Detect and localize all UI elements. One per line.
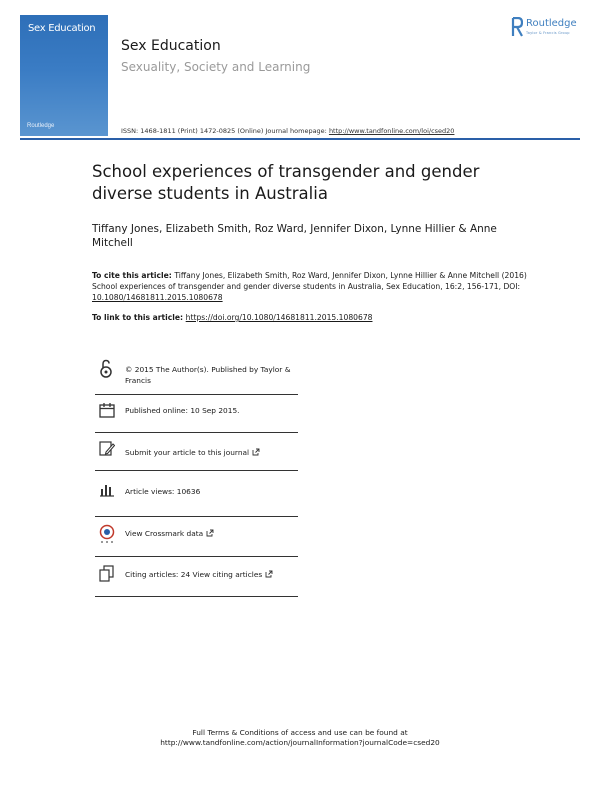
link-label: To link to this article: <box>92 313 186 322</box>
bar-chart-icon <box>99 483 115 497</box>
citing-articles-link[interactable] <box>125 569 300 580</box>
info-submit[interactable] <box>95 433 298 471</box>
pencil-icon <box>99 441 115 457</box>
routledge-logo-icon <box>511 17 523 37</box>
crossmark-icon <box>99 524 115 544</box>
submit-article-link[interactable] <box>125 447 300 458</box>
link-to-article <box>92 313 372 322</box>
info-published <box>95 395 298 433</box>
issn-text: ISSN: 1468-1811 (Print) 1472-0825 (Online) Journal homepage: <box>121 127 329 135</box>
footer-terms-link[interactable]: http://www.tandfonline.com/action/journalInformation?journalCode=csed20 <box>160 738 440 747</box>
footer-terms: Full Terms & Conditions of access and use can be found at <box>192 728 408 737</box>
cite-doi-link[interactable]: 10.1080/14681811.2015.1080678 <box>92 293 223 303</box>
journal-cover <box>20 15 108 136</box>
article-authors: Tiffany Jones, Elizabeth Smith, Roz Ward, Jennifer Dixon, Lynne Hillier & Anne Mitchell <box>92 223 497 249</box>
citing-text: Citing articles: 24 View citing articles <box>125 570 263 579</box>
header-rule <box>20 138 580 140</box>
journal-subtitle: Sexuality, Society and Learning <box>121 60 311 74</box>
calendar-icon <box>99 402 115 418</box>
crossmark-text: View Crossmark data <box>125 529 204 538</box>
cite-text: Tiffany Jones, Elizabeth Smith, Roz Ward, Jennifer Dixon, Lynne Hillier & Anne Mitchell (2016) School experiences of transgender and gender diverse students in Australia, Sex Education, 16:2, 156-171, DOI: <box>92 271 527 292</box>
logo-tagline: Taylor & Francis Group <box>526 31 570 35</box>
article-views: Article views: 10636 <box>125 487 201 496</box>
footer <box>0 728 600 748</box>
citation-block <box>92 270 532 304</box>
open-access-icon <box>99 359 113 379</box>
info-open-access <box>95 352 298 395</box>
routledge-logo <box>511 17 591 41</box>
article-doi-link[interactable]: https://doi.org/10.1080/14681811.2015.1080678 <box>185 313 373 322</box>
info-views <box>95 471 298 517</box>
info-crossmark[interactable] <box>95 517 298 557</box>
published-date: Published online: 10 Sep 2015. <box>125 406 240 415</box>
info-citing[interactable] <box>95 557 298 597</box>
external-link-icon <box>265 570 273 578</box>
crossmark-link[interactable] <box>125 528 300 539</box>
logo-name: Routledge <box>526 18 577 29</box>
journal-homepage-link[interactable]: http://www.tandfonline.com/loi/csed20 <box>328 127 455 135</box>
open-access-text: © 2015 The Author(s). Published by Taylor & Francis <box>125 365 291 385</box>
external-link-icon <box>252 448 260 456</box>
issn-line <box>121 127 454 135</box>
cite-label: To cite this article: <box>92 271 175 280</box>
submit-text: Submit your article to this journal <box>125 448 250 457</box>
article-title: School experiences of transgender and gender diverse students in Australia <box>92 162 480 203</box>
external-link-icon <box>206 529 214 537</box>
cover-publisher-mark: Routledge <box>27 123 55 129</box>
cover-title: Sex Education <box>28 23 96 34</box>
journal-title: Sex Education <box>121 38 221 54</box>
citing-icon <box>99 565 115 583</box>
